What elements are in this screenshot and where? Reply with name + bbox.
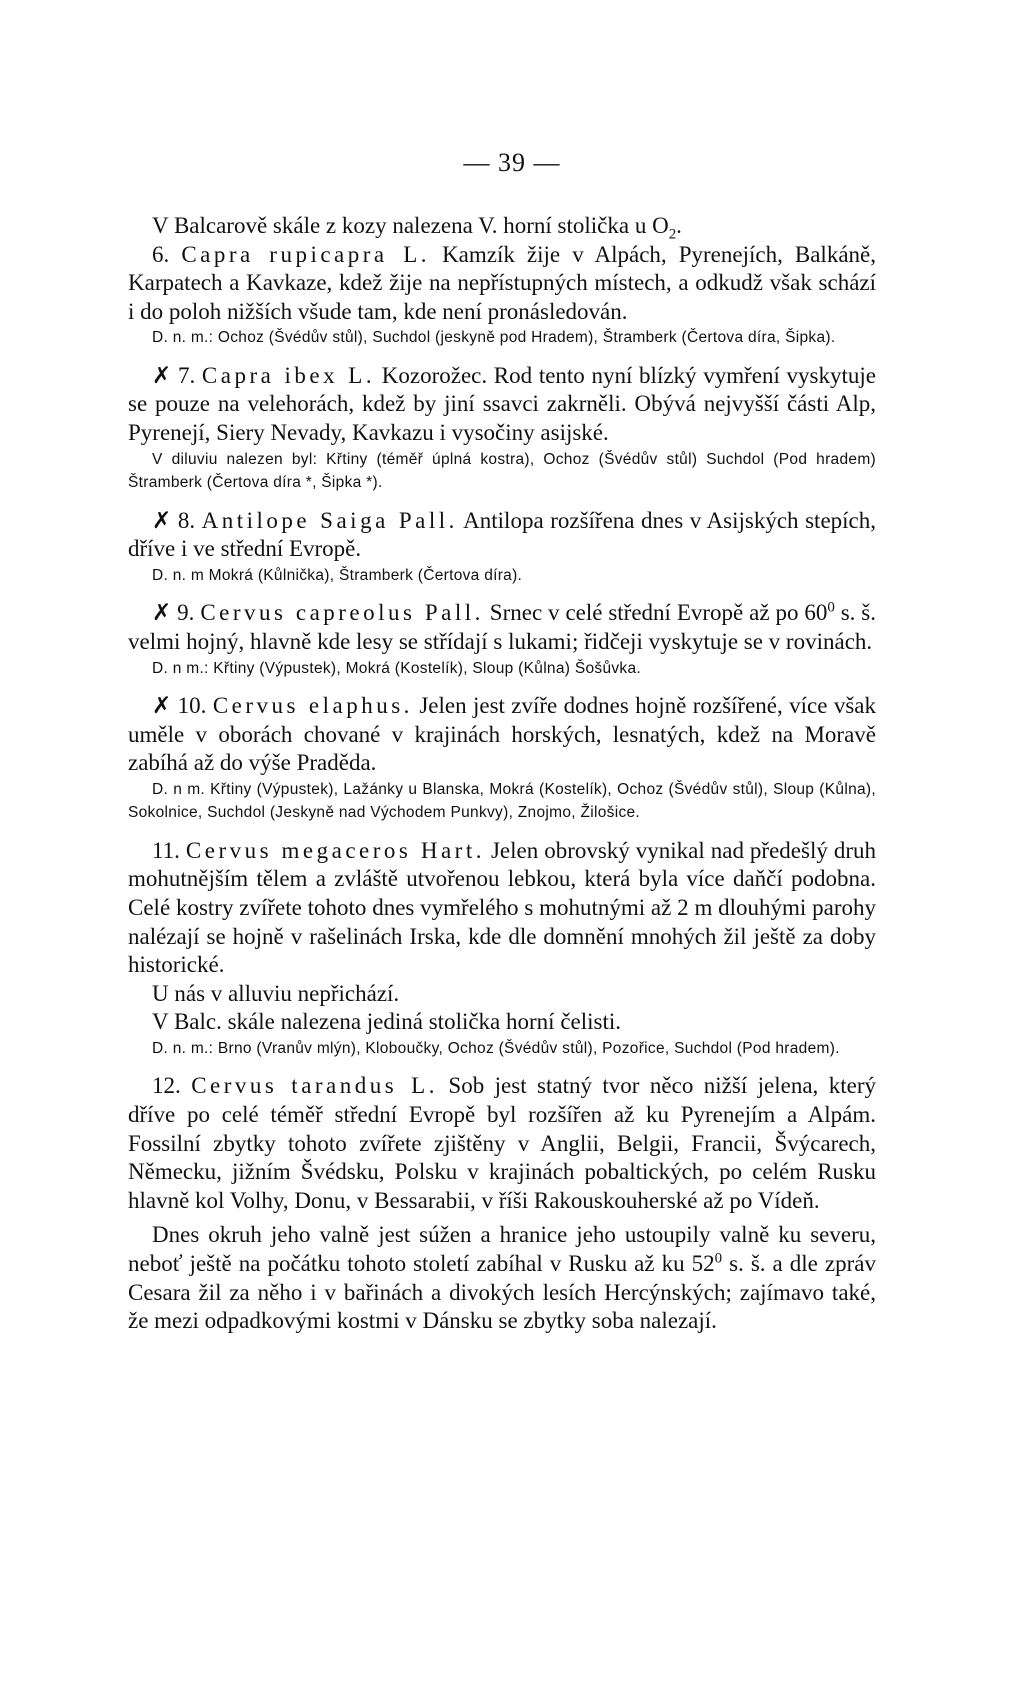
intro-paragraph [128, 212, 876, 241]
species-6-paragraph [128, 241, 876, 327]
species-10-text: Jelen jest zvíře dodnes hojně rozšířené, více však uměle v oborách chované v krajinách horských, lesnatých, kdež na Moravě zabíhá až do výše Praděda. [128, 693, 877, 776]
species-6-text: Kamzík žije v Alpách, Pyrenejích, Balkáně, Karpatech a Kavkaze, kdež žije na nepřístupných místech, a odkudž však schází i do poloh nižších všude tam, kde není pronásledován. [128, 241, 876, 324]
species-7-number: ✗ 7. [152, 362, 196, 388]
species-12-range-text-a: Dnes okruh jeho valně jest súžen a hranice jeho ustoupily valně ku severu, neboť ještě na počátku tohoto století zabíhal v Rusku až ku 52 [128, 1222, 876, 1277]
species-8-localities: D. n. m Mokrá (Kůlnička), Štramberk (Čertova díra). [152, 566, 523, 584]
species-12-text: Sob jest statný tvor něco nižší jelena, který dříve po celé téměř střední Evropě byl rozšířen až ku Pyrenejím a Alpám. Fossilní zbytky tohoto zvířete zjištěny v Anglii, Belgii, Francii, Švýcarech, Německu, jižním Švédsku, Polsku v krajinách pobaltických, po celém Rusku hlavně kol Volhy, Donu, v Bessarabii, v říši Rakouskouherské až po Vídeň. [128, 1073, 877, 1213]
species-9-text-a: Srnec v celé střední Evropě až po 60 [489, 600, 828, 626]
species-9-text-b: s. š. velmi hojný, hlavně kde lesy se střídají s lukami; řidčeji vyskytuje se v rovinách. [128, 600, 876, 654]
species-8-number: ✗ 8. [152, 507, 196, 533]
species-8-text: Antilopa rozšířena dnes v Asijských stepích, dříve i ve střední Evropě. [128, 507, 877, 562]
species-11-number: 11. [152, 837, 180, 863]
species-7-name: Capra ibex L. [201, 362, 376, 388]
species-7-text: Kozorožec. Rod tento nyní blízký vymření vyskytuje se pouze na velehorách, kdež by jiní ssavci zakrněli. Obývá nejvyšší části Alp, Pyrenejí, Siery Nevady, Kavkazu i vysočiny asijské. [128, 362, 876, 446]
species-10-name: Cervus elaphus. [212, 693, 413, 719]
species-12-paragraph [128, 1072, 876, 1215]
species-10-paragraph [128, 692, 876, 778]
species-12-number: 12. [152, 1073, 181, 1099]
species-11-paragraph [128, 837, 876, 980]
text-column [128, 212, 876, 1336]
species-9-number: ✗ 9. [152, 600, 195, 626]
species-9-localities: D. n m.: Křtiny (Výpustek), Mokrá (Kostelík), Sloup (Kůlna) Šošůvka. [152, 659, 642, 677]
page-number: — 39 — [463, 148, 561, 177]
species-9-degree: 0 [827, 599, 835, 616]
intro-text: V Balcarově skále z kozy nalezena V. horní stolička u O [152, 213, 669, 238]
species-11-text: Jelen obrovský vynikal nad předešlý druh mohutnějším tělem a zvláště utvořenou lebkou, která byla více daňčí podobna. Celé kostry zvířete tohoto dnes vymřelého s mohutnými až 2 m dlouhými parohy nalézají se hojně v rašelinách Irska, kde dle domnění mnohých žil ještě za doby historické. [128, 837, 876, 978]
species-6-localities: D. n. m.: Ochoz (Švédův stůl), Suchdol (jeskyně pod Hradem), Štramberk (Čertova díra, Šipka). [152, 329, 836, 347]
species-10-number: ✗ 10. [152, 693, 207, 719]
species-8-paragraph [128, 507, 876, 564]
species-12-range-paragraph [128, 1221, 876, 1335]
species-11-alluvium-note: U nás v alluviu nepřichází. [152, 980, 400, 1006]
species-12-range-text-b: s. š. a dle zpráv Cesara žil za něho i v bařinách a divokých lesích Hercýnských; zajímavo také, že mezi odpadkovými kostmi v Dánsku se zbytky soba nalezají. [128, 1251, 876, 1334]
species-7-paragraph [128, 362, 876, 448]
species-6-name: Capra rupicapra L. [181, 241, 430, 267]
species-7-localities: V diluviu nalezen byl: Křtiny (téměř úplná kostra), Ochoz (Švédův stůl) Suchdol (Pod hradem) Štramberk (Čertova díra *, Šipka *). [128, 450, 876, 492]
species-10-localities: D. n m. Křtiny (Výpustek), Lažánky u Blanska, Mokrá (Kostelík), Ochoz (Švédův stůl), Sloup (Kůlna), Sokolnice, Suchdol (Jeskyně nad Východem Punkvy), Znojmo, Žilošice. [128, 780, 876, 822]
species-11-balcarka-note: V Balc. skále nalezena jediná stolička horní čelisti. [152, 1009, 621, 1035]
intro-end: . [676, 213, 682, 238]
species-12-degree: 0 [714, 1250, 723, 1267]
species-12-name: Cervus tarandus L. [191, 1073, 438, 1099]
intro-subscript: 2 [668, 226, 677, 243]
species-6-number: 6. [152, 241, 170, 267]
species-9-paragraph [128, 599, 876, 656]
species-11-name: Cervus megaceros Hart. [185, 837, 485, 863]
species-8-name: Antilope Saiga Pall. [201, 507, 458, 533]
species-11-localities: D. n. m.: Brno (Vranův mlýn), Kloboučky, Ochoz (Švédův stůl), Pozořice, Suchdol (Pod hradem). [152, 1039, 840, 1057]
species-9-name: Cervus capreolus Pall. [200, 600, 484, 626]
